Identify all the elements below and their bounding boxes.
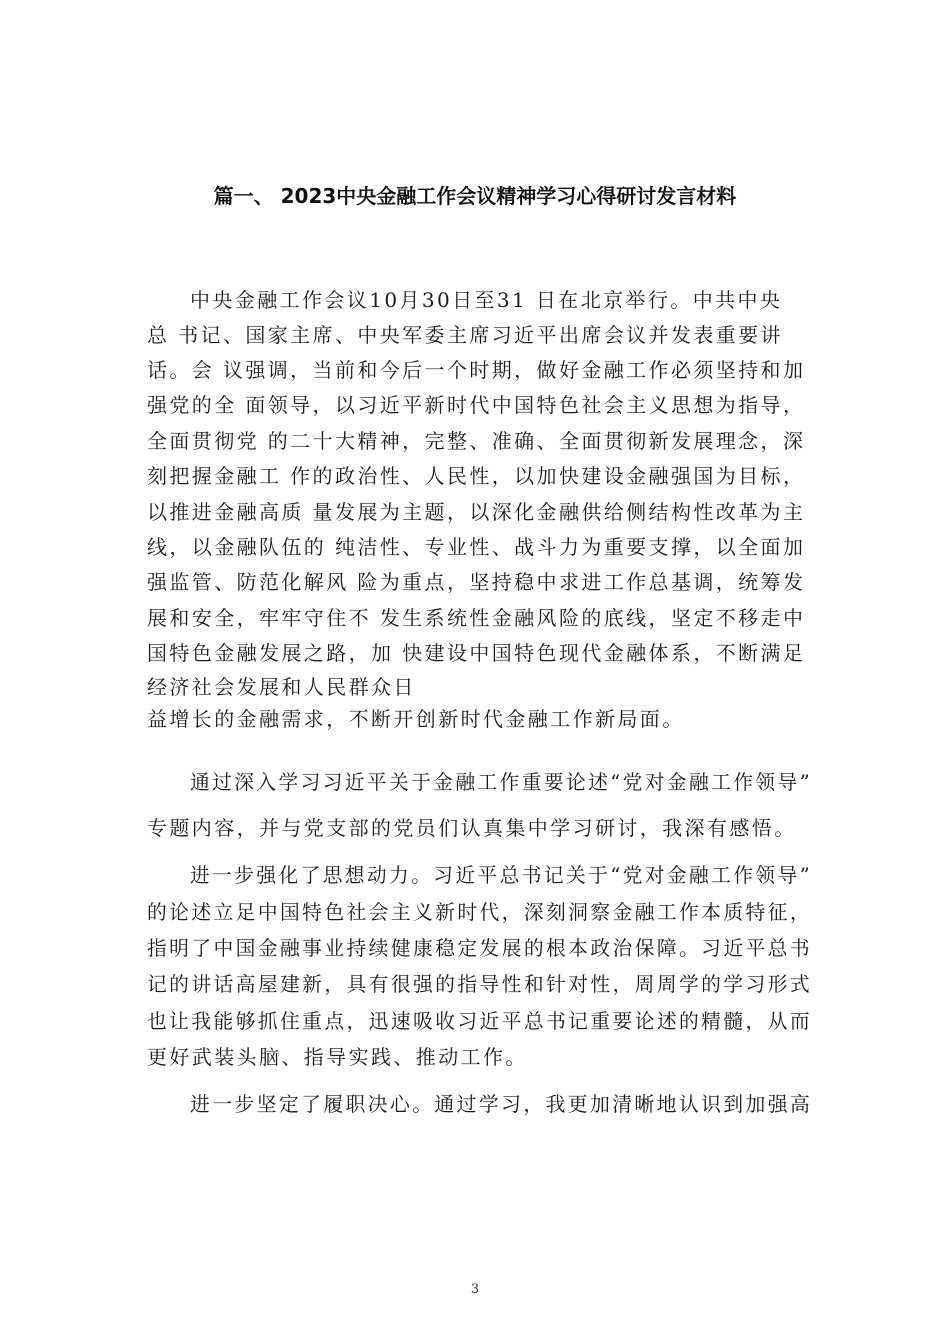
text-line: 通过深入学习习近平关于金融工作重要论述“党对金融工作领导” — [190, 770, 813, 794]
text-line: 专题内容，并与党支部的党员们认真集中学习研讨，我深有感悟。 — [147, 816, 797, 840]
page-number: 3 — [470, 1282, 480, 1297]
text-line: 刻把握金融工 作的政治性、人民性，以加快建设金融强国为目标， — [147, 464, 806, 488]
text-line: 也让我能够抓住重点，迅速吸收习近平总书记重要论述的精髓，从而 — [147, 1009, 812, 1033]
text-line: 益增长的金融需求，不断开创新时代金融工作新局面。 — [147, 707, 685, 731]
text-line: 指明了中国金融事业持续健康稳定发展的根本政治保障。习近平总书 — [147, 936, 812, 960]
text-line: 全面贯彻党 的二十大精神，完整、准确、全面贯彻新发展理念，深 — [147, 429, 806, 453]
text-line: 展和安全，牢牢守住不 发生系统性金融风险的底线，坚定不移走中 — [147, 606, 806, 630]
text-line: 以推进金融高质 量发展为主题，以深化金融供给侧结构性改革为主 — [147, 500, 806, 524]
text-line: 强党的全 面领导，以习近平新时代中国特色社会主义思想为指导， — [147, 393, 806, 417]
document-title: 篇一、 2023中央金融工作会议精神学习心得研讨发言材料 — [213, 184, 737, 208]
text-line: 话。会 议强调，当前和今后一个时期，做好金融工作必须坚持和加 — [147, 358, 806, 382]
text-line: 的论述立足中国特色社会主义新时代，深刻洞察金融工作本质特征， — [147, 900, 812, 924]
text-line: 进一步坚定了履职决心。通过学习，我更加清晰地认识到加强高 — [190, 1092, 813, 1116]
text-line: 中央金融工作会议10月30日至31 日在北京举行。中共中央 — [190, 288, 783, 312]
text-line: 强监管、防范化解风 险为重点，坚持稳中求进工作总基调，统筹发 — [147, 570, 806, 594]
text-line: 总 书记、国家主席、中央军委主席习近平出席会议并发表重要讲 — [147, 323, 783, 347]
text-line: 国特色金融发展之路，加 快建设中国特色现代金融体系，不断满足 — [147, 641, 806, 665]
text-line: 经济社会发展和人民群众日 — [147, 675, 416, 699]
text-line: 记的讲话高屋建新，具有很强的指导性和针对性，周周学的学习形式 — [147, 972, 812, 996]
text-line: 进一步强化了思想动力。习近平总书记关于“党对金融工作领导” — [190, 863, 813, 887]
text-line: 线，以金融队伍的 纯洁性、专业性、战斗力为重要支撑，以全面加 — [147, 535, 806, 559]
text-line: 更好武装头脑、指导实践、推动工作。 — [147, 1045, 528, 1069]
